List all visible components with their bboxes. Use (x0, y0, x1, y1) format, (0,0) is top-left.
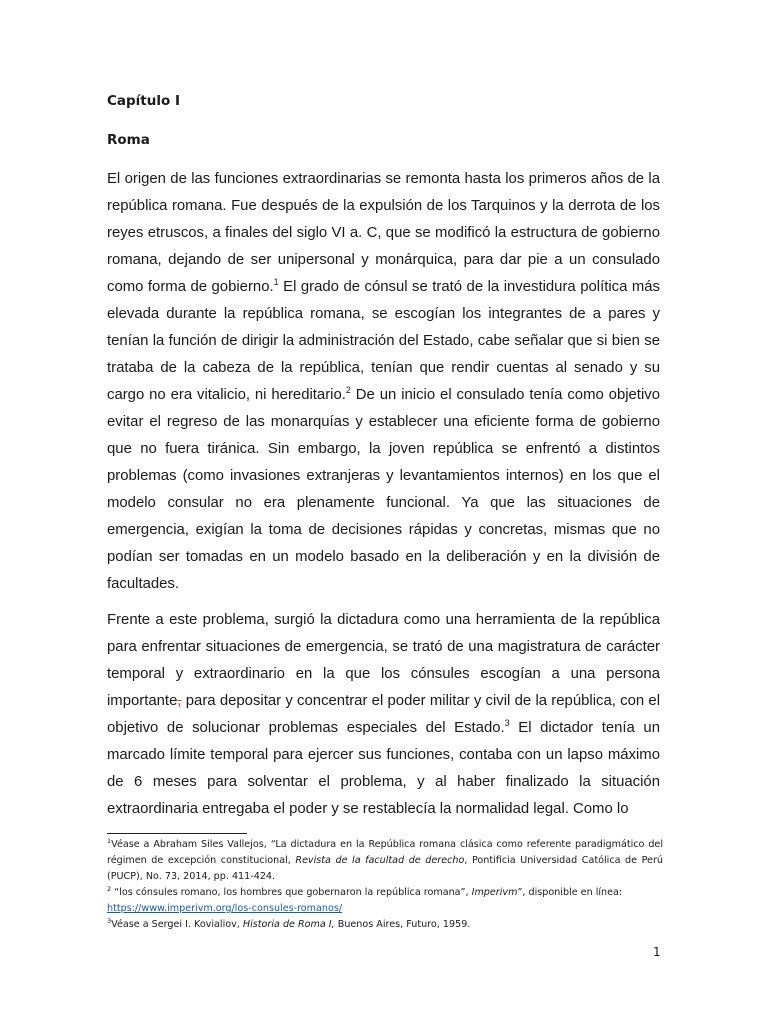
footnote-book-title: Historia de Roma I, (242, 919, 335, 930)
footnote-2 (107, 885, 663, 917)
footnote-ref-3[interactable]: 3 (504, 718, 510, 729)
page-number: 1 (653, 945, 661, 959)
footnote-text: , Pontificia Universidad Católica de Perú (PUCP), No. 73, 2014, pp. 411-424. (107, 855, 663, 882)
paragraph-text: El grado de cónsul se trató de la investidura política más elevada durante la república romana, se escogían los integrantes de a pares y tenían la función de dirigir la administración del Estado, cabe señalar que si bien se trataba de la cabeza de la república, tenían que rendir cuentas al senado y su cargo no era vitalicio, ni hereditario. (107, 279, 661, 403)
chapter-title: Capítulo I (107, 93, 180, 109)
footnote-number: 2 (107, 884, 112, 893)
tracked-deletion: , (177, 693, 182, 709)
footnote-source-title: Imperivm (471, 887, 518, 898)
paragraph-text: De un inicio el consulado tenía como objetivo evitar el regreso de las monarquías y establecer una eficiente forma de gobierno que no fuera tiránica. Sin embargo, la joven república se enfrentó a distintos problemas (como invasiones extranjeras y levantamientos internos) en los que el modelo consular no era plenamente funcional. Ya que las situaciones de emergencia, exigían la toma de decisiones rápidas y concretas, mismas que no podían ser tomadas en un modelo basado en la deliberación y en la división de facultades. (107, 387, 660, 592)
footnote-text: Buenos Aires, Futuro, 1959. (334, 919, 471, 930)
footnote-text: Véase a Sergei I. Kovialiov, (111, 919, 243, 930)
footnote-text: ”, disponible en línea: (517, 887, 623, 898)
section-title: Roma (107, 132, 150, 148)
paragraph-text: El dictador tenía un marcado límite temporal para ejercer sus funciones, contaba con un lapso máximo de 6 meses para solventar el problema, y al haber finalizado la situación extraordinaria entregaba el poder y se restablecía la normalidad legal. Como lo (107, 720, 660, 817)
body-paragraph-2 (107, 607, 660, 823)
footnote-journal-title: Revista de la facultad de derecho (295, 855, 465, 866)
paragraph-text: para depositar y concentrar el poder militar y civil de la república, con el objetivo de solucionar problemas especiales del Estado. (107, 693, 660, 736)
footnotes-section (107, 837, 663, 933)
footnote-number: 1 (107, 836, 112, 845)
footnote-3 (107, 917, 663, 933)
footnote-1 (107, 837, 663, 885)
footnote-number: 3 (107, 916, 112, 925)
footnote-link[interactable]: https://www.imperivm.org/los-consules-romanos/ (107, 903, 343, 914)
paragraph-text: Frente a este problema, surgió la dictadura como una herramienta de la república para enfrentar situaciones de emergencia, se trató de una magistratura de carácter temporal y extraordinario en la que los cónsules escogían a una persona importante (107, 612, 660, 709)
footnote-ref-1[interactable]: 1 (273, 277, 279, 288)
footnote-text: Véase a Abraham Siles Vallejos, “La dictadura en la República romana clásica como referente paradigmático del régimen de excepción constitucional, (107, 839, 663, 866)
footnote-ref-2[interactable]: 2 (345, 385, 351, 396)
body-paragraph-1 (107, 166, 660, 598)
paragraph-text: El origen de las funciones extraordinarias se remonta hasta los primeros años de la república romana. Fue después de la expulsión de los Tarquinos y la derrota de los reyes etruscos, a finales del siglo VI a. C, que se modificó la estructura de gobierno romana, dejando de ser unipersonal y monárquica, para dar pie a un consulado como forma de gobierno. (107, 171, 660, 295)
footnote-text: “los cónsules romano, los hombres que gobernaron la república romana”, (111, 887, 472, 898)
footnote-separator (107, 833, 247, 834)
